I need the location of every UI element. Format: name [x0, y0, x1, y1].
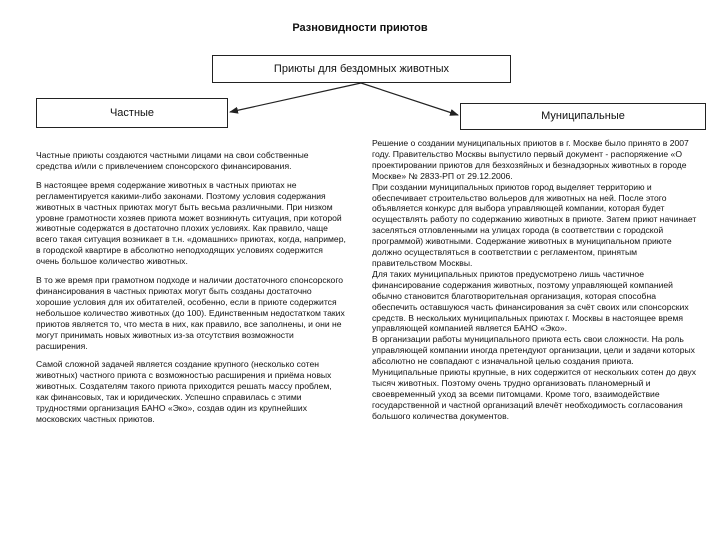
municipal-shelters-node: [460, 103, 706, 130]
arrow-to-private: [230, 83, 361, 112]
arrow-to-municipal: [361, 83, 458, 115]
private-paragraph: Частные приюты создаются частными лицами на свои собственные средства и/или с привлечением спонсорского финансирования.: [36, 150, 309, 171]
municipal-description: [372, 138, 700, 422]
municipal-paragraph: При создании муниципальных приютов город выделяет территорию и обеспечивает строительство вольеров для животных на ней. После этого объявляется конкурс для выбора управляющей компании, которая будет осуществлять работу по содержанию животных в приюте. Затем приют начинает заселяться отловленными на улицах города (в соответствии с городской программой) животными. Содержание животных в муниципальном приюте должно осуществляться в соответствии с регламентом, принятым правительством Москвы.: [372, 181, 697, 268]
root-node: [212, 55, 511, 83]
root-node-label: Приюты для бездомных животных: [273, 63, 450, 75]
municipal-paragraph: Для таких муниципальных приютов предусмотрено лишь частичное финансирование содержания животных, поэтому управляющей компанией обычно становится благотворительная организация, которая способна обеспечить оставшуюся часть финансирования за счёт своих или спонсорских средств. В нескольких муниципальных приютах г. Москвы в настоящее время управляющей компанией является БАНО «Эко».: [372, 268, 689, 334]
municipal-shelters-label: Муниципальные: [541, 110, 625, 122]
municipal-paragraph: В организации работы муниципального приюта есть свои сложности. На роль управляющей компании иногда претендуют организации, цели и задачи которых абсолютно не совпадают с изначальной целью создания приюта. Муниципальные приюты крупные, в них содержится от нескольких сотен до двух тысяч животных. Поэтому очень трудно организовать планомерный и своевременный уход за всеми питомцами. Кроме того, взаимодействие государственной и частной организаций влечёт необходимость согласования большого количества документов.: [372, 334, 696, 421]
municipal-paragraph: Решение о создании муниципальных приютов в г. Москве было принято в 2007 году. Правительство Москвы выпустило первый документ - распоряжение «О проектировании приютов для безхозяйных и безнадзорных животных в городе Москве» № 2833-РП от 29.12.2006.: [372, 138, 689, 181]
private-paragraph: В настоящее время содержание животных в частных приютах не регламентируется какими-либо законами. Поэтому условия содержания животных в частных приютах могут быть весьма различными. При низком уровне грамотности хозяев приюта может возникнуть ситуация, при которой животные содержатся в достаточно плохих условиях. Как правило, чаще всего такая ситуация возникает в т.н. «домашних» приютах, когда, например, в городской квартире в абсолютно неподходящих условиях содержится очень большое количество животных.: [36, 179, 346, 267]
private-shelters-label: Частные: [109, 107, 155, 119]
page-title: Разновидности приютов: [292, 22, 428, 34]
private-paragraph: В то же время при грамотном подходе и наличии достаточного спонсорского финансирования в частных приютах могут быть созданы достаточно хорошие условия для их обитателей, особенно, если в приюте содержится небольшое количество животных (до 100). Единственным недостатком таких приютов является то, что места в них, как правило, все заполнены, и они не могут принимать новых животных из-за отсутствия возможности расширения.: [36, 275, 345, 351]
private-paragraph: Самой сложной задачей является создание крупного (несколько сотен животных) частного приюта с возможностью расширения и приёма новых животных. Создателям такого приюта приходится решать массу проблем, как финансовых, так и юридических. Успешно справилась с этими трудностями организация БАНО «Эко», создав один из крупнейших московских частных приютов.: [36, 359, 332, 424]
private-description: [36, 150, 346, 433]
private-shelters-node: [36, 98, 228, 128]
